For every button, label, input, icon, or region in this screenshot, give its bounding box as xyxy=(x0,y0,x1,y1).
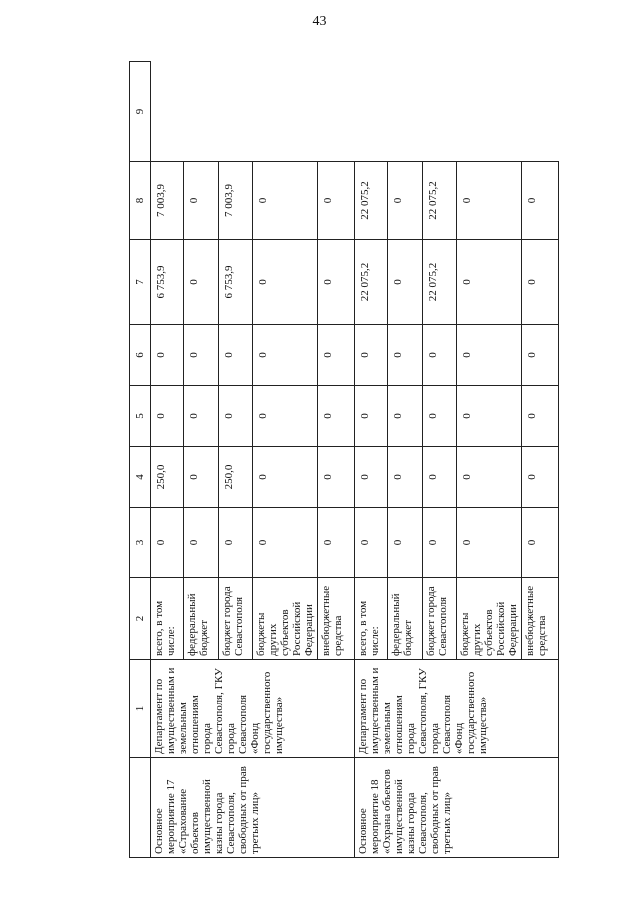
executor-cell: Департамент по имущественным и земельным отношениям города Севастополя, ГКУ города Севастополя «Фонд государственного имущества» xyxy=(151,660,355,758)
source-cell: федеральный бюджет xyxy=(388,578,423,660)
value-cell: 0 xyxy=(457,386,522,447)
value-cell: 0 xyxy=(423,447,457,508)
value-cell: 0 xyxy=(151,508,184,578)
header-cell: 5 xyxy=(130,386,151,447)
source-cell: внебюджетные средства xyxy=(318,578,355,660)
header-cell: 3 xyxy=(130,508,151,578)
value-cell: 6 753,9 xyxy=(151,240,184,325)
source-cell: бюджеты других субъектов Российской Федерации xyxy=(457,578,522,660)
value-cell: 0 xyxy=(219,508,253,578)
value-cell: 0 xyxy=(522,162,559,240)
event-cell: Основное мероприятие 18 «Охрана объектов имущественной казны города Севастополя, свободных от прав третьих лиц» xyxy=(355,758,559,858)
header-cell: 8 xyxy=(130,162,151,240)
executor-cell: Департамент по имущественным и земельным отношениям города Севастополя, ГКУ города Севастополя «Фонд государственного имущества» xyxy=(355,660,559,758)
value-cell: 250,0 xyxy=(151,447,184,508)
value-cell: 0 xyxy=(318,386,355,447)
value-cell: 0 xyxy=(253,325,318,386)
value-cell: 0 xyxy=(184,240,219,325)
value-cell: 0 xyxy=(457,240,522,325)
value-cell: 0 xyxy=(423,508,457,578)
value-cell: 22 075,2 xyxy=(355,240,388,325)
value-cell: 0 xyxy=(318,325,355,386)
source-cell: федеральный бюджет xyxy=(184,578,219,660)
value-cell: 0 xyxy=(318,508,355,578)
header-cell: 9 xyxy=(130,62,151,162)
value-cell: 0 xyxy=(253,386,318,447)
source-cell: внебюджетные средства xyxy=(522,578,559,660)
value-cell: 0 xyxy=(355,386,388,447)
source-cell: всего, в том числе: xyxy=(151,578,184,660)
value-cell: 0 xyxy=(318,447,355,508)
value-cell: 0 xyxy=(355,447,388,508)
value-cell: 0 xyxy=(253,508,318,578)
value-cell: 0 xyxy=(184,386,219,447)
source-cell: бюджет города Севастополя xyxy=(423,578,457,660)
value-cell: 0 xyxy=(184,508,219,578)
value-cell: 0 xyxy=(355,508,388,578)
value-cell: 22 075,2 xyxy=(355,162,388,240)
value-cell: 0 xyxy=(151,325,184,386)
event-cell: Основное мероприятие 17 «Страхование объектов имущественной казны города Севастополя, свободных от прав третьих лиц» xyxy=(151,758,355,858)
value-cell: 0 xyxy=(219,386,253,447)
source-cell: бюджет города Севастополя xyxy=(219,578,253,660)
header-cell: 6 xyxy=(130,325,151,386)
header-cell: 1 xyxy=(130,660,151,758)
value-cell: 0 xyxy=(388,162,423,240)
value-cell: 0 xyxy=(318,240,355,325)
value-cell: 0 xyxy=(522,447,559,508)
table-row xyxy=(355,62,388,858)
value-cell: 0 xyxy=(522,325,559,386)
header-row xyxy=(130,62,151,858)
value-cell: 250,0 xyxy=(219,447,253,508)
rotated-table-container xyxy=(129,62,548,858)
value-cell: 0 xyxy=(388,447,423,508)
value-cell: 0 xyxy=(457,508,522,578)
value-cell: 0 xyxy=(219,325,253,386)
value-cell: 0 xyxy=(253,447,318,508)
value-cell: 0 xyxy=(457,162,522,240)
value-cell: 0 xyxy=(423,386,457,447)
value-cell: 0 xyxy=(388,386,423,447)
value-cell: 0 xyxy=(253,240,318,325)
header-cell: 4 xyxy=(130,447,151,508)
page-number: 43 xyxy=(312,14,327,29)
value-cell: 0 xyxy=(151,386,184,447)
source-cell: бюджеты других субъектов Российской Федерации xyxy=(253,578,318,660)
value-cell: 7 003,9 xyxy=(219,162,253,240)
value-cell: 0 xyxy=(318,162,355,240)
value-cell: 0 xyxy=(388,325,423,386)
value-cell: 0 xyxy=(184,162,219,240)
header-cell: 7 xyxy=(130,240,151,325)
value-cell: 0 xyxy=(355,325,388,386)
value-cell: 0 xyxy=(253,162,318,240)
table-row xyxy=(151,62,184,858)
value-cell: 0 xyxy=(184,447,219,508)
value-cell: 0 xyxy=(457,447,522,508)
value-cell: 0 xyxy=(522,240,559,325)
value-cell: 0 xyxy=(184,325,219,386)
value-cell: 0 xyxy=(522,508,559,578)
value-cell: 22 075,2 xyxy=(423,240,457,325)
value-cell: 6 753,9 xyxy=(219,240,253,325)
source-cell: всего, в том числе: xyxy=(355,578,388,660)
value-cell: 0 xyxy=(457,325,522,386)
funding-table xyxy=(129,61,559,858)
value-cell: 0 xyxy=(388,240,423,325)
value-cell: 0 xyxy=(388,508,423,578)
value-cell: 0 xyxy=(522,386,559,447)
header-cell xyxy=(130,758,151,858)
value-cell: 7 003,9 xyxy=(151,162,184,240)
header-cell: 2 xyxy=(130,578,151,660)
value-cell: 22 075,2 xyxy=(423,162,457,240)
value-cell: 0 xyxy=(423,325,457,386)
